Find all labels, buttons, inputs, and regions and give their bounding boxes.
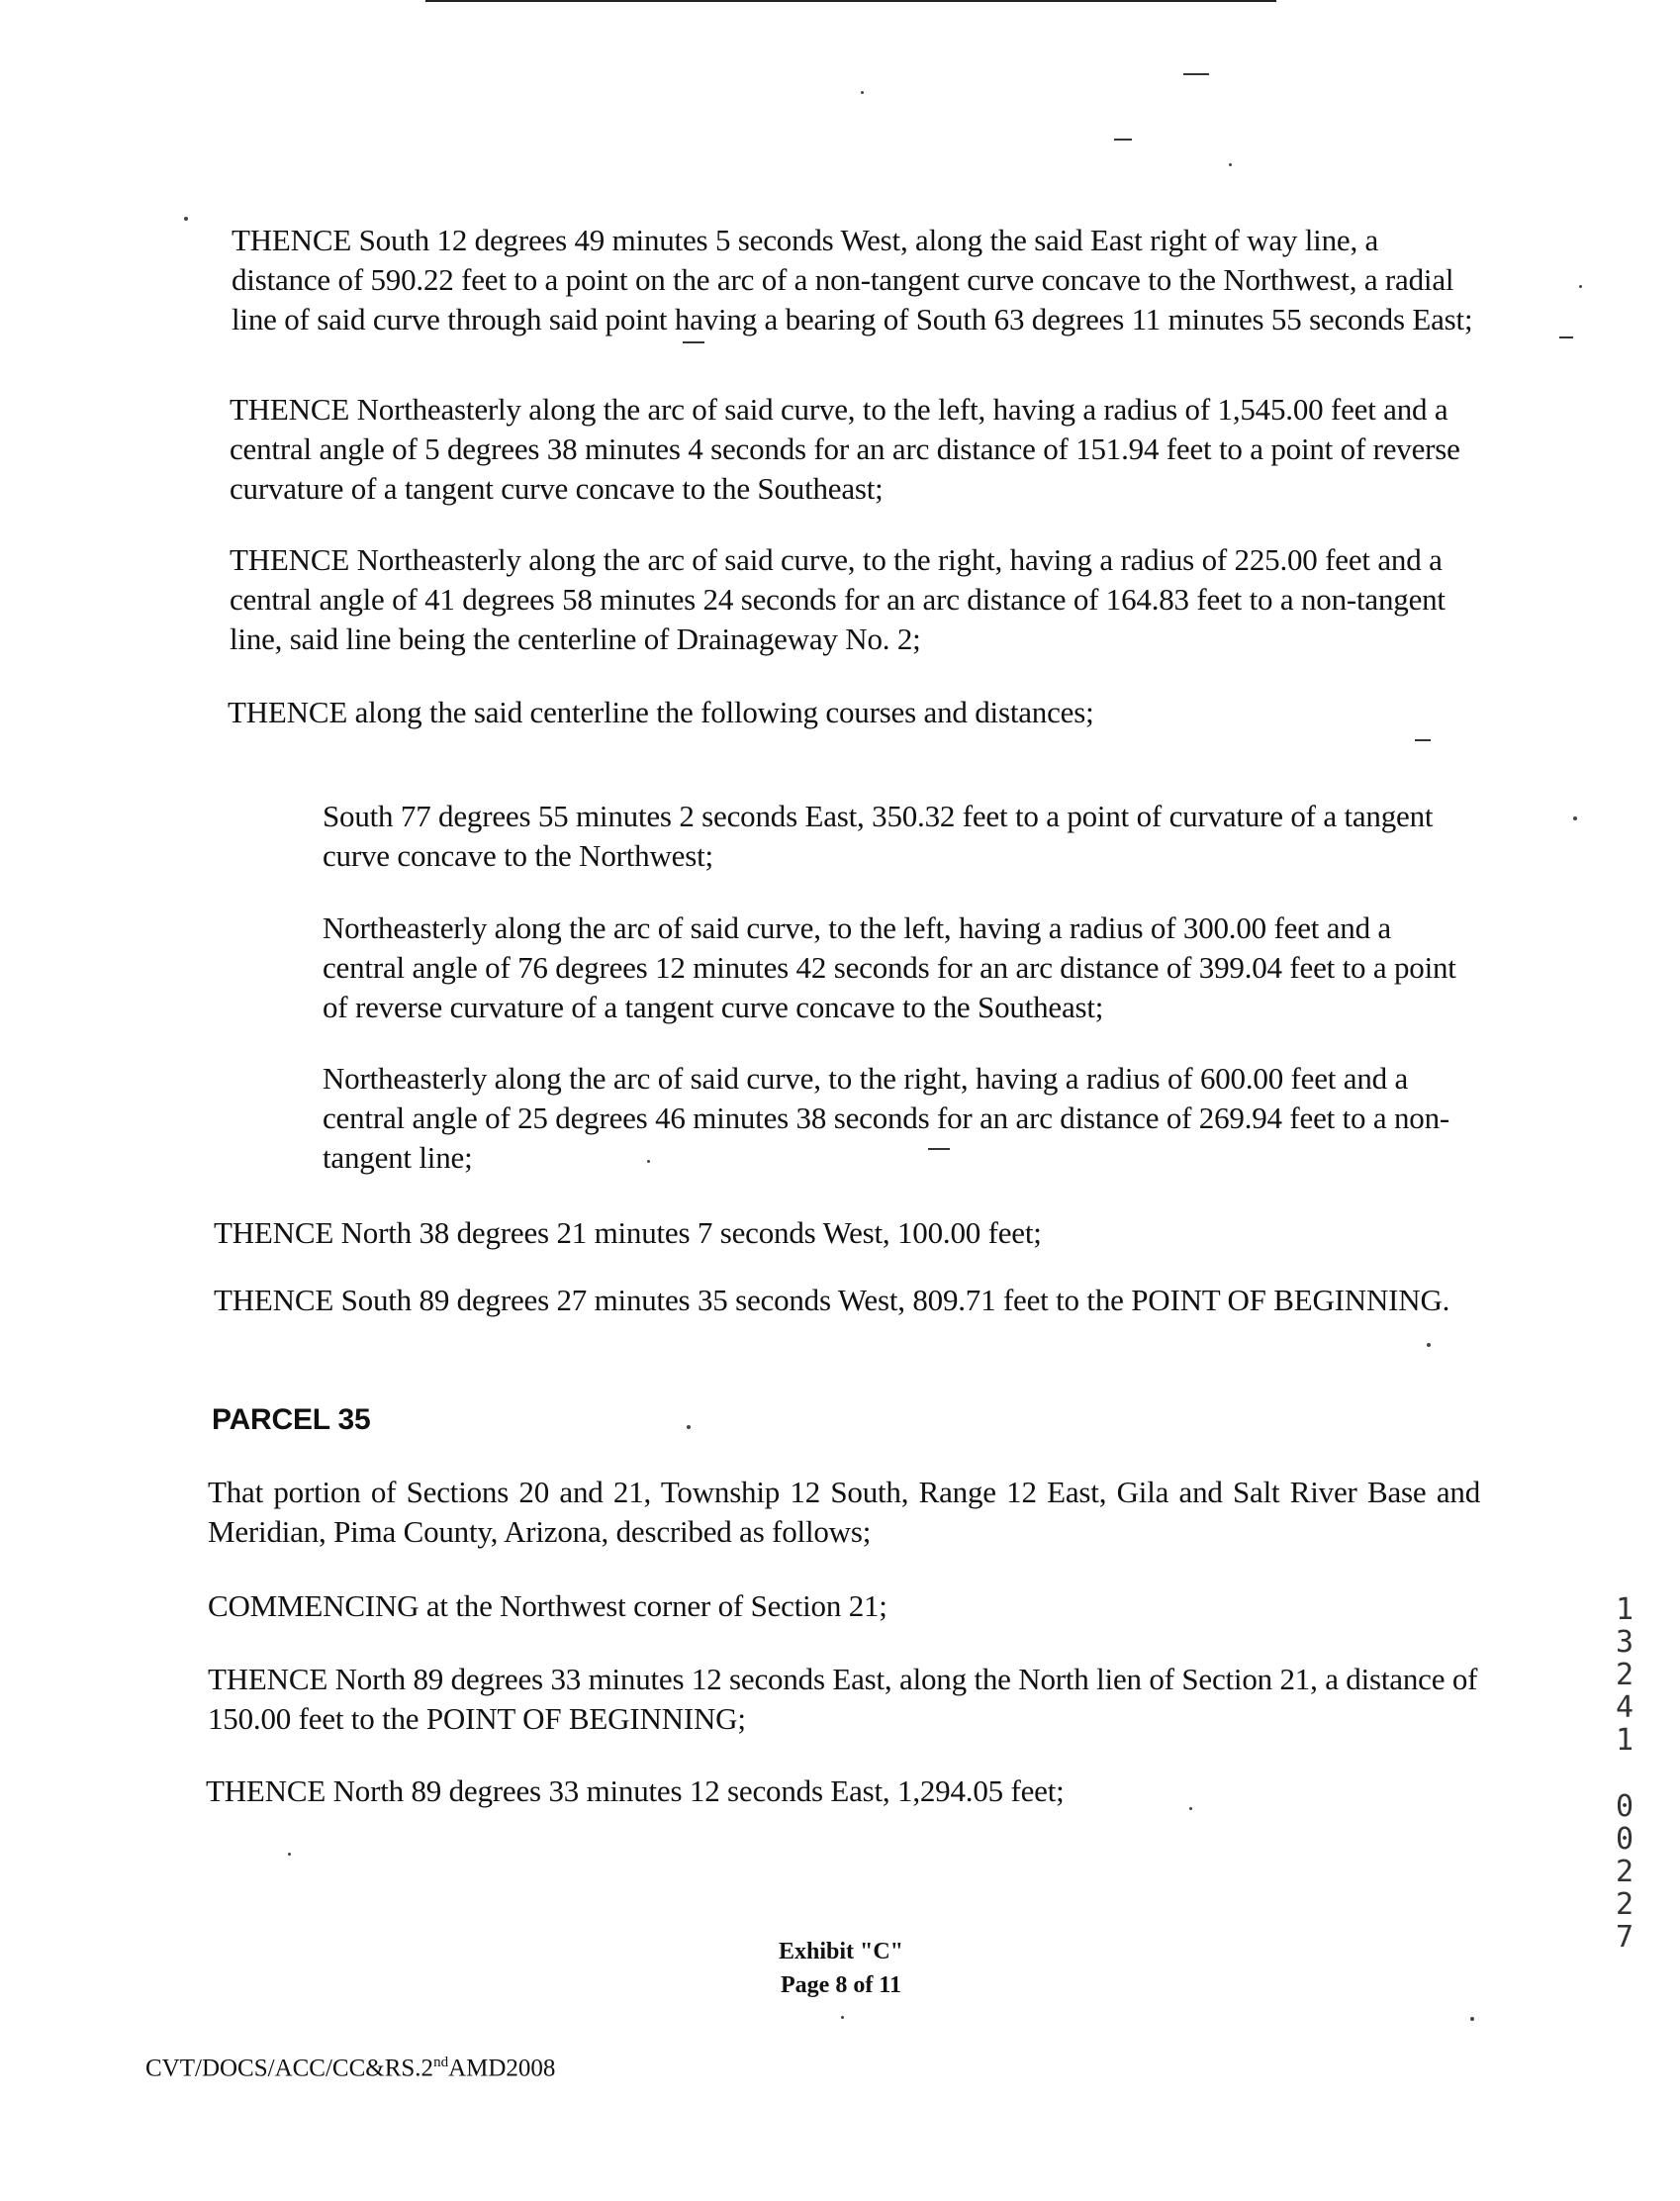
recording-digit: 1 xyxy=(1615,1592,1634,1627)
recording-digit: 1 xyxy=(1615,1723,1634,1758)
scan-noise-dash xyxy=(1183,73,1209,75)
paragraph-commencing: COMMENCING at the Northwest corner of Section 21; xyxy=(208,1588,887,1623)
scan-noise-speck xyxy=(861,91,864,94)
course-northeasterly-right: Northeasterly along the arc of said curve, to the right, having a radius of 600.00 feet and a central angle of 25 degrees 46 minutes 38 seconds for an arc distance of 269.94 feet to a non-tangent line; xyxy=(323,1061,1449,1175)
scan-noise-speck xyxy=(288,1853,291,1856)
doc-ref-suffix: AMD2008 xyxy=(448,2055,556,2082)
parcel-heading: PARCEL 35 xyxy=(212,1403,371,1436)
scan-noise-speck xyxy=(1229,163,1232,166)
course-northeasterly-left: Northeasterly along the arc of said curve, to the left, having a radius of 300.00 feet and a central angle of 76 degrees 12 minutes 42 seconds for an arc distance of 399.04 feet to a point of reverse curvature of a tangent curve concave to the Southeast; xyxy=(323,910,1456,1024)
doc-ref-superscript: nd xyxy=(433,2055,449,2070)
paragraph-thence-along-centerline: THENCE along the said centerline the following courses and distances; xyxy=(228,695,1094,729)
recording-digit: 4 xyxy=(1615,1690,1634,1725)
scan-noise-speck xyxy=(1189,1807,1192,1810)
scan-noise-speck xyxy=(184,217,188,221)
scan-noise-dash xyxy=(683,341,704,343)
scan-noise-dash xyxy=(1114,139,1132,141)
scan-noise-dash xyxy=(928,1148,950,1150)
scan-noise-dash xyxy=(1559,336,1573,338)
paragraph-thence-northeasterly-left: THENCE Northeasterly along the arc of said curve, to the left, having a radius of 1,545.00 feet and a central angle of 5 degrees 38 minutes 4 seconds for an arc distance of 151.94 feet to a point of reverse curvature of a tangent curve concave to the Southeast; xyxy=(230,392,1460,506)
scan-noise-speck xyxy=(687,1425,691,1429)
paragraph-thence-northeasterly-right: THENCE Northeasterly along the arc of said curve, to the right, having a radius of 225.00 feet and a central angle of 41 degrees 58 minutes 24 seconds for an arc distance of 164.83 feet to a non-tangent line, said line being the centerline of Drainageway No. 2; xyxy=(230,542,1446,656)
exhibit-label: Exhibit "C" xyxy=(778,1939,903,1964)
footer-exhibit-block xyxy=(693,1935,989,2002)
scan-noise-speck xyxy=(1579,285,1582,288)
recording-digit: 0 xyxy=(1615,1822,1634,1857)
recording-digit: 2 xyxy=(1615,1658,1634,1692)
paragraph-thence-north-38: THENCE North 38 degrees 21 minutes 7 seconds West, 100.00 feet; xyxy=(214,1215,1042,1250)
recording-number-gap xyxy=(1605,1757,1644,1790)
page-number: Page 8 of 11 xyxy=(781,1972,901,1998)
course-south-77: South 77 degrees 55 minutes 2 seconds East, 350.32 feet to a point of curvature of a tangent curve concave to the Northwest; xyxy=(323,799,1434,873)
paragraph-thence-north-89-distance: THENCE North 89 degrees 33 minutes 12 seconds East, 1,294.05 feet; xyxy=(206,1773,1065,1808)
recording-digit: 2 xyxy=(1615,1855,1634,1889)
recording-digit: 2 xyxy=(1615,1887,1634,1922)
paragraph-thence-south-12: THENCE South 12 degrees 49 minutes 5 seconds West, along the said East right of way line, a distance of 590.22 feet to a point on the arc of a non-tangent curve concave to the Northwest, a radial line of said curve through said point having a bearing of South 63 degrees 11 minutes 55 seconds East; xyxy=(232,223,1473,336)
scan-noise-speck xyxy=(1573,816,1577,820)
scan-noise-dash xyxy=(1415,739,1431,741)
paragraph-thence-north-89-point-of-beginning: THENCE North 89 degrees 33 minutes 12 seconds East, along the North lien of Section 21, a distance of 150.00 feet to the POINT OF BEGINNING; xyxy=(208,1662,1478,1736)
document-reference xyxy=(145,2047,555,2084)
recording-digit: 0 xyxy=(1615,1789,1634,1824)
scan-noise-speck xyxy=(1470,2017,1474,2021)
recording-digit: 3 xyxy=(1615,1625,1634,1660)
recording-digit: 7 xyxy=(1615,1920,1634,1955)
vertical-recording-number xyxy=(1605,1593,1644,1954)
doc-ref-prefix: CVT/DOCS/ACC/CC&RS.2 xyxy=(145,2055,434,2082)
scan-noise-speck xyxy=(1427,1343,1431,1347)
top-scan-edge-rule xyxy=(425,0,1276,2)
paragraph-parcel-description: That portion of Sections 20 and 21, Township 12 South, Range 12 East, Gila and Salt River Base and Meridian, Pima County, Arizona, described as follows; xyxy=(208,1475,1480,1549)
scan-noise-speck xyxy=(841,2016,844,2019)
scan-noise-speck xyxy=(647,1160,650,1163)
paragraph-thence-south-89: THENCE South 89 degrees 27 minutes 35 seconds West, 809.71 feet to the POINT OF BEGINNING. xyxy=(214,1283,1450,1317)
